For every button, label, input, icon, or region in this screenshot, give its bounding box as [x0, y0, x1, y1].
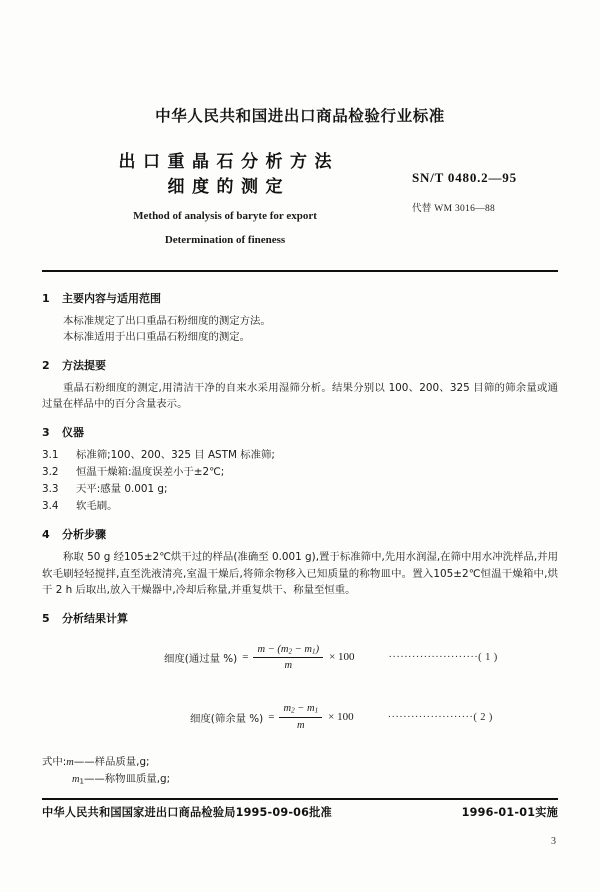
where-text-1: 样品质量,g;	[94, 755, 150, 768]
formula-1-fraction	[253, 643, 323, 673]
section-5-heading	[42, 610, 558, 626]
masthead	[0, 104, 600, 126]
formula-2-equals: =	[268, 711, 275, 724]
formula-1-leader	[389, 652, 498, 663]
formula-1-tail: × 100	[329, 651, 355, 664]
footer-effective-date: 1996-01-01实施	[461, 806, 558, 819]
item-index: 3.4	[42, 500, 59, 513]
standard-number-block	[412, 170, 517, 214]
standard-number: SN/T 0480.2—95	[412, 170, 517, 185]
section-1-number: 1	[42, 292, 50, 305]
formula-2-leader	[388, 712, 493, 723]
formula-2-fraction	[279, 702, 322, 732]
item-text: 天平:感量 0.001 g;	[76, 483, 168, 496]
section-1-heading	[42, 290, 558, 306]
numerator-m1-subscript: 1	[312, 647, 316, 656]
item-index: 3.2	[42, 465, 59, 478]
item-index: 3.1	[42, 448, 59, 461]
issuing-organization-line: 中华人民共和国进出口商品检验行业标准	[155, 107, 445, 125]
numerator-m1-subscript: 1	[314, 706, 319, 715]
standard-replaces	[412, 200, 517, 214]
list-item	[42, 481, 558, 498]
section-1-title: 主要内容与适用范围	[62, 292, 161, 305]
numerator-m2: m	[283, 703, 292, 715]
numerator-m2-subscript: 2	[288, 647, 293, 656]
section-3-number: 3	[42, 425, 50, 439]
section-2-paragraph-1: 重晶石粉细度的测定,用清洁干净的自来水采用湿筛分析。结果分别以 100、200、325 目筛的筛余量或通过量在样品中的百分含量表示。	[42, 381, 558, 411]
replaces-value: WM 3016—88	[434, 204, 496, 214]
section-5	[42, 610, 558, 790]
section-2-number: 2	[42, 358, 50, 372]
where-clause	[42, 754, 558, 790]
numerator-m2: m	[280, 643, 289, 655]
section-1	[42, 290, 558, 346]
numerator-m1: m	[306, 703, 315, 715]
section-2	[42, 357, 558, 413]
section-2-heading	[42, 357, 558, 373]
instrument-list	[42, 447, 558, 516]
formula-1-denominator: m	[253, 657, 323, 672]
formula-1-dots: ·······················	[388, 651, 479, 663]
section-4-paragraph-1: 称取 50 g 经105±2℃烘干过的样品(准确至 0.001 g),置于标准筛中,先用水润湿,在筛中用水冲洗样品,并用软毛刷轻轻搅拌,直至洗液清亮,室温干燥后,将筛余物移入已知质量的称物皿中。置入105±2℃恒温干燥箱中,烘干 2 h 后取出,放入干燥器中,冷却后称量,并重复烘干、称量至恒重。	[42, 551, 558, 597]
list-item	[42, 447, 558, 464]
where-label: 式中:	[42, 755, 67, 768]
formula-2-denominator: m	[279, 717, 322, 732]
document-title-block	[60, 150, 390, 248]
section-4	[42, 526, 558, 598]
item-text: 软毛刷。	[76, 500, 118, 513]
numerator-m2-subscript: 2	[291, 706, 295, 715]
section-4-number: 4	[42, 528, 50, 542]
numerator-paren-close: )	[315, 643, 320, 655]
section-2-title: 方法提要	[62, 358, 106, 372]
where-line-2	[42, 771, 558, 790]
where-text-2: 称物皿质量,g;	[104, 772, 171, 785]
title-chinese-line-1: 出口重晶石分析方法	[118, 152, 339, 172]
where-symbol-m: m	[66, 756, 74, 768]
replaces-label: 代替	[412, 203, 432, 214]
section-3-heading	[42, 424, 558, 440]
section-5-number: 5	[42, 611, 50, 625]
formula-1-label: ( 1 )	[478, 651, 498, 663]
numerator-m1: m	[304, 643, 312, 655]
title-english-line-2: Determination of fineness	[164, 234, 286, 246]
item-text: 标准筛;100、200、325 目 ASTM 标准筛;	[76, 448, 275, 461]
footer-divider-rule	[42, 798, 558, 800]
section-1-paragraph-2: 本标准适用于出口重晶石粉细度的测定。	[63, 331, 251, 344]
section-4-heading	[42, 526, 558, 542]
numerator-minus: −	[297, 703, 305, 715]
section-3-title: 仪器	[62, 425, 84, 439]
section-1-paragraph-1: 本标准规定了出口重晶石粉细度的测定方法。	[63, 315, 271, 327]
numerator-paren-open: (	[277, 643, 281, 655]
section-3	[42, 424, 558, 516]
formula-2	[42, 702, 558, 732]
formula-1	[42, 643, 558, 673]
page-number: 3	[551, 836, 556, 847]
formula-2-numerator	[279, 702, 322, 716]
page-footer	[42, 804, 558, 820]
title-english-line-1: Method of analysis of baryte for export	[133, 210, 317, 222]
where-line-1	[42, 754, 558, 771]
formula-1-equals: =	[242, 651, 249, 664]
formula-2-lhs: 细度(筛余量 %)	[190, 712, 264, 725]
header-divider-rule	[42, 270, 558, 272]
title-zone	[0, 150, 600, 250]
where-symbol-m1-subscript: 1	[79, 776, 85, 786]
formula-1-numerator	[253, 643, 323, 657]
item-text: 恒温干燥箱:温度误差小于±2℃;	[76, 465, 225, 478]
numerator-minus: −	[267, 643, 275, 655]
title-chinese-line-2: 细度的测定	[167, 177, 290, 197]
formula-2-dots: ······················	[387, 711, 474, 723]
where-dash-1: ——	[73, 755, 95, 768]
list-item	[42, 464, 558, 481]
list-item	[42, 498, 558, 515]
numerator-minus-2: −	[294, 643, 302, 655]
formula-2-label: ( 2 )	[473, 711, 493, 723]
where-symbol-m1: m	[72, 773, 80, 785]
document-body	[42, 290, 558, 789]
numerator-m: m	[257, 643, 266, 655]
section-4-title: 分析步骤	[62, 528, 106, 542]
footer-approval-text: 中华人民共和国国家进出口商品检验局1995-09-06批准	[42, 806, 332, 819]
formula-1-lhs: 细度(通过量 %)	[164, 652, 238, 665]
formula-2-tail: × 100	[328, 711, 354, 724]
item-index: 3.3	[42, 483, 59, 496]
where-dash-2: ——	[84, 772, 105, 785]
section-5-title: 分析结果计算	[62, 611, 128, 625]
